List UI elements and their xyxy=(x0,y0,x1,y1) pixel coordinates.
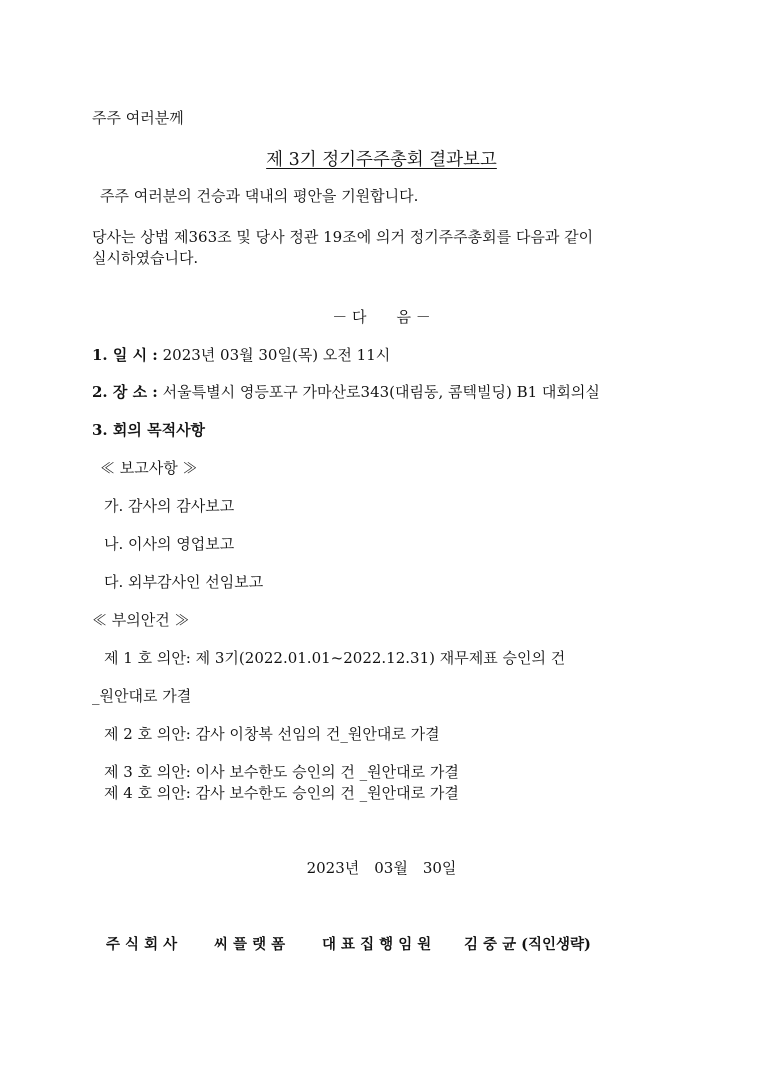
report-item: 가. 감사의 감사보고 xyxy=(104,497,235,515)
document-title-text: 제 3기 정기주주총회 결과보고 xyxy=(266,150,497,170)
report-header: ≪ 보고사항 ≫ xyxy=(100,459,198,477)
greeting: 주주 여러분께 xyxy=(92,109,184,127)
item-agenda-heading: 3. 회의 목적사항 xyxy=(92,421,206,439)
item-datetime-value: 2023년 03월 30일(목) 오전 11시 xyxy=(157,346,391,364)
agenda-item-4: 제 4 호 의안: 감사 보수한도 승인의 건 _원안대로 가결 xyxy=(104,784,459,802)
agenda-header: ≪ 부의안건 ≫ xyxy=(92,611,190,629)
document-title xyxy=(0,148,763,172)
item-datetime xyxy=(92,345,390,365)
item-location-label: 2. 장 소 : xyxy=(92,383,158,401)
report-item: 다. 외부감사인 선임보고 xyxy=(104,573,264,591)
item-datetime-label: 1. 일 시 : xyxy=(92,346,158,364)
document-date: 2023년 03월 30일 xyxy=(306,859,457,877)
section-divider: － 다 음 － xyxy=(332,308,431,326)
item-location-value: 서울특별시 영등포구 가마산로343(대림동, 콤텍빌딩) B1 대회의실 xyxy=(157,383,600,401)
intro-paragraph-1: 주주 여러분의 건승과 댁내의 평안을 기원합니다. xyxy=(100,187,419,205)
signature-company: 주 식 회 사 xyxy=(106,936,178,953)
report-item: 나. 이사의 영업보고 xyxy=(104,535,235,553)
item-location xyxy=(92,382,600,402)
intro-paragraph-2-line2: 실시하였습니다. xyxy=(92,249,199,267)
agenda-item-2: 제 2 호 의안: 감사 이창복 선임의 건_원안대로 가결 xyxy=(104,725,440,743)
intro-paragraph-2-line1: 당사는 상법 제363조 및 당사 정관 19조에 의거 정기주주총회를 다음과 같이 xyxy=(92,228,594,246)
signature-line xyxy=(106,933,591,954)
agenda-item-1: 제 1 호 의안: 제 3기(2022.01.01~2022.12.31) 재무제표 승인의 건 xyxy=(104,649,566,667)
signature-role: 대 표 집 행 임 원 xyxy=(322,936,432,953)
signature-company-name: 씨 플 랫 폼 xyxy=(214,936,286,953)
agenda-item-1-result: _원안대로 가결 xyxy=(92,687,192,705)
signature-person: 김 중 균 (직인생략) xyxy=(464,936,591,953)
agenda-item-3: 제 3 호 의안: 이사 보수한도 승인의 건 _원안대로 가결 xyxy=(104,763,459,781)
